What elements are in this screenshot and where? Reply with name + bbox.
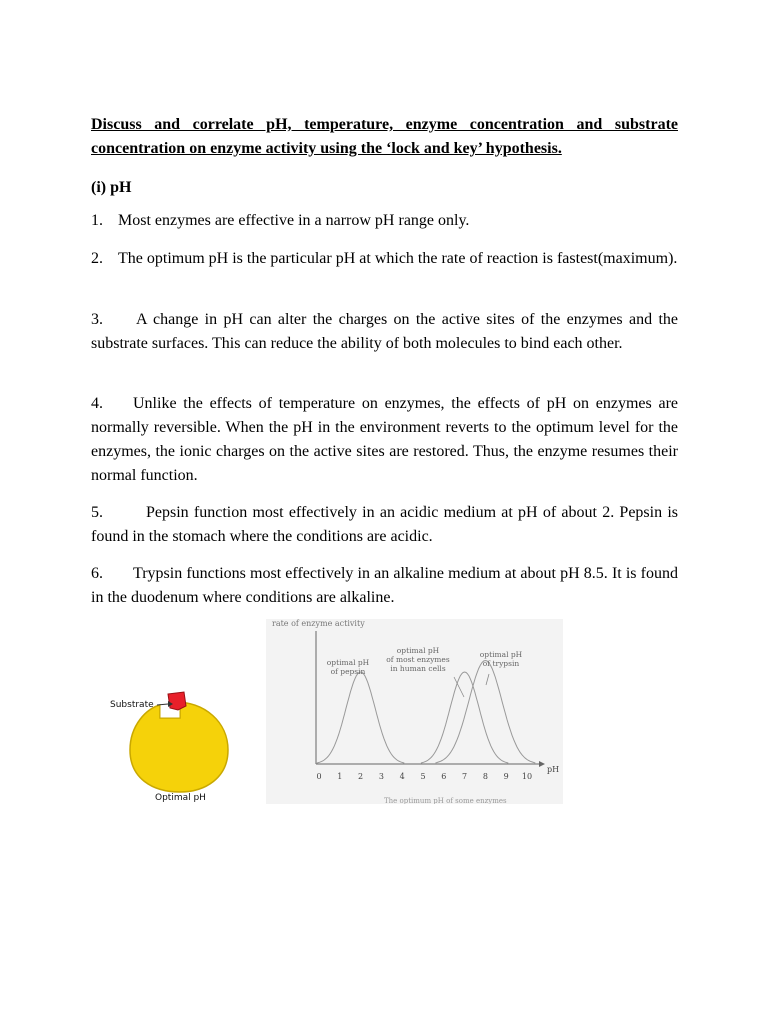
annotation-pointer [486, 674, 489, 685]
paragraph-number: 4. [91, 395, 103, 412]
annotation-trypsin: optimal pH of trypsin [479, 650, 523, 668]
x-tick-1: 1 [337, 772, 343, 781]
substrate-block [168, 692, 186, 710]
annotation-most-enzymes-in-human-cells: optimal pH of most enzymes in human cells [386, 646, 450, 673]
paragraph-number: 1. [91, 212, 103, 229]
ph-activity-chart [266, 619, 563, 804]
paragraph-4 [91, 392, 678, 488]
paragraph-text: Trypsin functions most effectively in an alkaline medium at about pH 8.5. It is found in the duodenum where conditions are alkaline. [91, 565, 678, 606]
x-tick-3: 3 [378, 772, 384, 781]
paragraph-text: The optimum pH is the particular pH at which the rate of reaction is fastest(maximum). [118, 250, 678, 267]
enzyme-illustration [100, 680, 250, 810]
x-axis-arrowhead [539, 761, 545, 767]
document-heading: Discuss and correlate pH, temperature, enzyme concentration and substrate concentration on enzyme activity using the ‘lock and key’ hypothesis. [91, 116, 678, 157]
curve-trypsin [436, 661, 536, 763]
paragraph-1 [91, 209, 678, 233]
paragraph-text: Pepsin function most effectively in an acidic medium at pH of about 2. Pepsin is found in the stomach where the conditions are acidic. [91, 504, 678, 545]
paragraph-number: 5. [91, 504, 103, 521]
substrate-label: Substrate [110, 700, 154, 710]
x-tick-4: 4 [399, 772, 405, 781]
chart-footer: The optimum pH of some enzymes [384, 797, 507, 804]
chart-svg [266, 619, 563, 804]
paragraph-text: Most enzymes are effective in a narrow pH range only. [118, 212, 470, 229]
paragraph-5 [91, 501, 678, 549]
x-tick-labels [316, 772, 532, 781]
chart-title: rate of enzyme activity [272, 619, 365, 628]
x-tick-0: 0 [316, 772, 322, 781]
paragraph-number: 2. [91, 250, 103, 267]
section-title: (i) pH [91, 179, 132, 196]
paragraph-2 [91, 247, 678, 271]
optimal-ph-caption: Optimal pH [155, 793, 206, 803]
curve-pepsin [317, 672, 404, 763]
x-tick-6: 6 [441, 772, 447, 781]
x-tick-5: 5 [420, 772, 426, 781]
paragraph-3 [91, 308, 678, 356]
paragraph-text: A change in pH can alter the charges on the active sites of the enzymes and the substrate surfaces. This can reduce the ability of both molecules to bind each other. [91, 311, 678, 352]
x-axis-label: pH [547, 765, 560, 774]
paragraph-number: 3. [91, 311, 103, 328]
x-tick-2: 2 [358, 772, 364, 781]
x-tick-9: 9 [503, 772, 509, 781]
annotation-pepsin: optimal pH of pepsin [326, 658, 370, 676]
paragraph-6 [91, 562, 678, 610]
paragraph-text: Unlike the effects of temperature on enzymes, the effects of pH on enzymes are normally reversible. When the pH in the environment reverts to the optimum level for the enzymes, the ionic charges on the active sites are restored. Thus, the enzyme resumes their normal function. [91, 395, 678, 484]
x-tick-7: 7 [462, 772, 468, 781]
x-tick-8: 8 [482, 772, 488, 781]
paragraph-number: 6. [91, 565, 103, 582]
x-tick-10: 10 [521, 772, 533, 781]
